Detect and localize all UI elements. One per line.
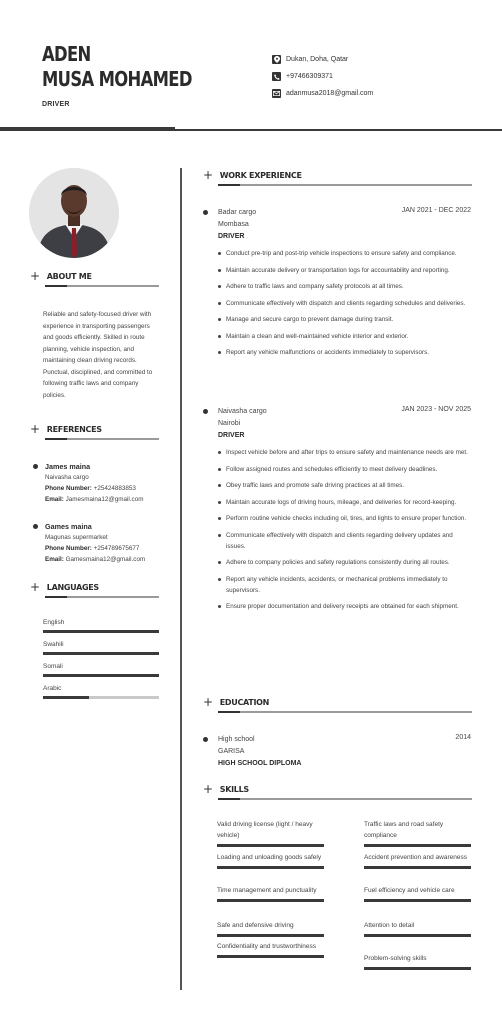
skill-item: Time management and punctuality xyxy=(217,885,324,896)
skills-rule xyxy=(218,798,472,800)
job-company: Badar cargo xyxy=(218,209,257,216)
name-line-1: ADEN xyxy=(42,42,91,66)
reference-name: James maina xyxy=(45,462,91,471)
reference-org: Naivasha cargo xyxy=(45,474,89,481)
job-location: Mombasa xyxy=(218,221,249,228)
education-entry xyxy=(203,734,473,770)
name-line-2: MUSA MOHAMED xyxy=(42,67,192,91)
duty-item: Adhere to company policies and safety regulations consistently during all routes. xyxy=(218,557,473,568)
languages-rule xyxy=(45,596,159,598)
duty-item: Manage and secure cargo to prevent damage during transit. xyxy=(218,314,473,325)
education-year: 2014 xyxy=(455,734,471,741)
about-section xyxy=(30,271,159,287)
skill-item: Fuel efficiency and vehicle care xyxy=(364,885,471,896)
about-rule xyxy=(45,285,159,287)
experience-rule xyxy=(218,184,472,186)
phone-icon xyxy=(272,72,281,81)
about-text: Reliable and safety-focused driver with experience in transporting passengers and goods efficiently. Skilled in route planning, vehicle inspection, and maintaining clean driving records. Punctual, disciplined, and committed to following traffic laws and company policies. xyxy=(43,311,153,399)
plus-icon: + xyxy=(203,782,213,796)
languages-heading xyxy=(30,582,159,592)
candidate-name xyxy=(42,42,192,92)
skill-item: Accident prevention and awareness xyxy=(364,852,471,863)
duty-item: Report any vehicle incidents, accidents, or mechanical problems immediately to supervisors. xyxy=(218,574,473,596)
reference-name: Games maina xyxy=(45,522,92,531)
job-role: DRIVER xyxy=(218,233,245,240)
language-level-bar xyxy=(43,696,159,699)
education-location: GARISA xyxy=(218,748,245,755)
job-entry xyxy=(203,207,473,364)
languages-heading-text: LANGUAGES xyxy=(46,582,99,592)
education-heading-text: EDUCATION xyxy=(219,697,270,707)
bullet-dot xyxy=(33,464,38,469)
location-icon xyxy=(272,55,281,64)
skill-item: Confidentiality and trustworthiness xyxy=(217,941,324,952)
job-dates: JAN 2023 - NOV 2025 xyxy=(401,406,471,413)
language-level-bar xyxy=(43,630,159,633)
email-icon xyxy=(272,89,281,98)
duty-item: Follow assigned routes and schedules efficiently to meet delivery deadlines. xyxy=(218,464,473,475)
reference-org: Magunas supermarket xyxy=(45,534,108,541)
reference-item xyxy=(33,461,168,505)
about-heading xyxy=(30,271,159,281)
plus-icon: + xyxy=(30,422,40,436)
duty-item: Report any vehicle malfunctions or accidents immediately to supervisors. xyxy=(218,347,473,358)
duty-item: Communicate effectively with dispatch and clients regarding delivery updates and issues. xyxy=(218,530,473,552)
skills-heading-text: SKILLS xyxy=(219,784,249,794)
language-item xyxy=(43,685,159,699)
column-divider xyxy=(180,168,182,990)
duty-item: Adhere to traffic laws and company safety protocols at all times. xyxy=(218,281,473,292)
plus-icon: + xyxy=(30,269,40,283)
bullet-dot xyxy=(33,524,38,529)
contact-email xyxy=(272,89,373,98)
duty-item: Conduct pre-trip and post-trip vehicle inspections to ensure safety and compliance. xyxy=(218,248,473,259)
education-heading xyxy=(203,697,472,707)
language-name: Somali xyxy=(43,663,63,670)
header-divider-thick xyxy=(0,127,175,131)
contact-phone xyxy=(272,72,333,81)
bullet-dot xyxy=(203,210,208,215)
bullet-dot xyxy=(203,409,208,414)
experience-heading-text: WORK EXPERIENCE xyxy=(219,170,302,180)
skills-heading xyxy=(203,784,472,794)
header-divider-thin xyxy=(175,129,502,131)
job-title: DRIVER xyxy=(42,101,70,108)
education-degree: HIGH SCHOOL DIPLOMA xyxy=(218,760,302,767)
plus-icon: + xyxy=(30,580,40,594)
profile-photo xyxy=(29,168,119,258)
education-section xyxy=(203,697,472,713)
language-level-bar xyxy=(43,652,159,655)
job-entry xyxy=(203,406,473,618)
skill-item: Attention to detail xyxy=(364,920,471,931)
language-level-bar xyxy=(43,674,159,677)
resume-header xyxy=(0,0,502,135)
language-name: Swahili xyxy=(43,641,64,648)
language-item xyxy=(43,663,159,677)
reference-phone: Phone Number: +25424883853 xyxy=(45,485,136,492)
references-heading-text: REFERENCES xyxy=(46,424,102,434)
duty-item: Inspect vehicle before and after trips to ensure safety and maintenance needs are met. xyxy=(218,447,473,458)
plus-icon: + xyxy=(203,168,213,182)
duty-item: Communicate effectively with dispatch and clients regarding schedules and deliveries. xyxy=(218,298,473,309)
job-role: DRIVER xyxy=(218,432,245,439)
experience-heading xyxy=(203,170,472,180)
job-duties xyxy=(218,447,473,612)
references-section xyxy=(30,424,159,440)
job-company: Naivasha cargo xyxy=(218,408,267,415)
duty-item: Maintain a clean and well-maintained vehicle interior and exterior. xyxy=(218,331,473,342)
language-item xyxy=(43,619,159,633)
languages-section xyxy=(30,582,159,598)
reference-item xyxy=(33,521,168,565)
reference-email[interactable]: Email: Jamesmaina12@gmail.com xyxy=(45,496,144,503)
skill-item: Loading and unloading goods safely xyxy=(217,852,324,863)
plus-icon: + xyxy=(203,695,213,709)
duty-item: Obey traffic laws and promote safe driving practices at all times. xyxy=(218,480,473,491)
skill-item: Safe and defensive driving xyxy=(217,920,324,931)
references-heading xyxy=(30,424,159,434)
header-divider-notch xyxy=(168,127,175,131)
references-rule xyxy=(45,438,159,440)
skills-section xyxy=(203,784,472,800)
contact-phone-text: +97466309371 xyxy=(286,73,333,80)
experience-section xyxy=(203,170,472,186)
reference-phone: Phone Number: +254789675677 xyxy=(45,545,140,552)
contact-location-text: Dukan, Doha, Qatar xyxy=(286,56,349,63)
skill-item: Valid driving license (light / heavy vehicle) xyxy=(217,819,324,841)
about-heading-text: ABOUT ME xyxy=(46,271,92,281)
skill-item: Problem-solving skills xyxy=(364,953,471,964)
bullet-dot xyxy=(203,737,208,742)
language-name: Arabic xyxy=(43,685,62,692)
duty-item: Maintain accurate logs of driving hours, mileage, and deliveries for record-keeping. xyxy=(218,497,473,508)
skill-item: Traffic laws and road safety compliance xyxy=(364,819,471,841)
education-school: High school xyxy=(218,736,255,743)
reference-email[interactable]: Email: Gamesmaina12@gmail.com xyxy=(45,556,146,563)
education-rule xyxy=(218,711,472,713)
language-name: English xyxy=(43,619,65,626)
contact-email-text: adanmusa2018@gmail.com xyxy=(286,90,374,97)
duty-item: Maintain accurate delivery or transportation logs for accountability and reporting. xyxy=(218,265,473,276)
job-dates: JAN 2021 - DEC 2022 xyxy=(401,207,471,214)
duty-item: Perform routine vehicle checks including oil, tires, and lights to ensure proper function. xyxy=(218,513,473,524)
job-location: Nairobi xyxy=(218,420,241,427)
contact-location xyxy=(272,55,348,64)
language-item xyxy=(43,641,159,655)
duty-item: Ensure proper documentation and delivery receipts are obtained for each shipment. xyxy=(218,601,473,612)
job-duties xyxy=(218,248,473,358)
